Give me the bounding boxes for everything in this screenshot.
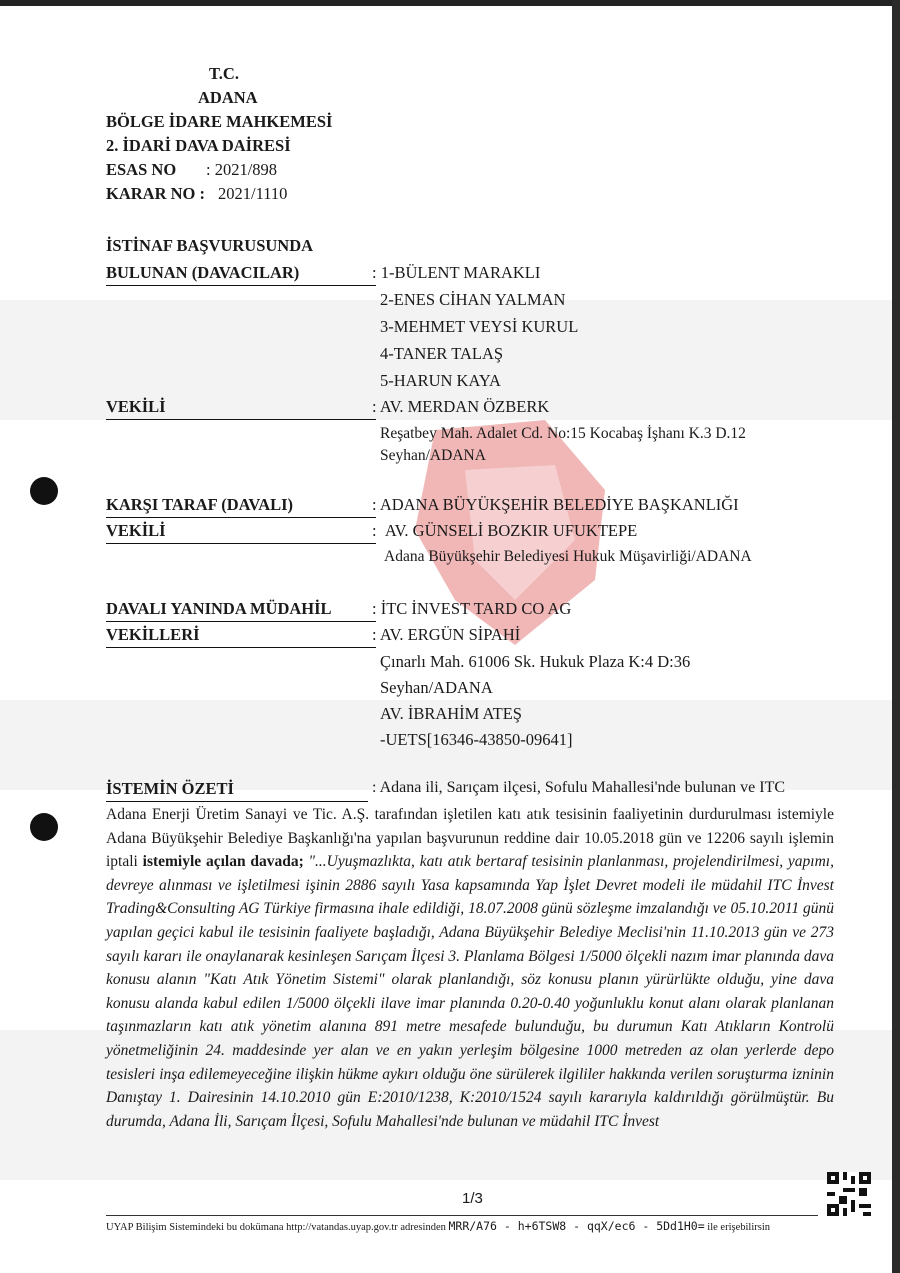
header-tc: T.C.: [209, 64, 239, 83]
intervener-address-1: Çınarlı Mah. 61006 Sk. Hukuk Plaza K:4 D:36: [380, 652, 691, 671]
summary-plain-text: Adana Enerji Üretim Sanayi ve Tic. A.Ş. tarafından işletilen katı atık tesisinin faaliyetinin durdurulması istemiyle Adana Büyükşehir Belediye Başkanlığı'na yapılan başvurunun reddine dair 10.05.2018 gün ve 12206 sayılı işlemin iptali: [106, 806, 834, 871]
defendant-attorney-name: : AV. GÜNSELİ BOZKIR UFUKTEPE: [372, 521, 638, 540]
summary-body: [106, 803, 834, 1133]
header-city: ADANA: [198, 88, 258, 107]
karar-value: 2021/1110: [218, 184, 288, 203]
appellant-name-4: 4-TANER TALAŞ: [380, 344, 504, 363]
intervener-attorney-2: AV. İBRAHİM ATEŞ: [380, 704, 522, 723]
scan-right-edge: [892, 0, 900, 1273]
appellant-attorney-label: VEKİLİ: [106, 397, 166, 416]
footer-text: UYAP Bilişim Sistemindeki bu dokümana http://vatandas.uyap.gov.tr adresinden: [106, 1222, 446, 1233]
qr-code-icon[interactable]: [827, 1172, 871, 1216]
footer-verification-code[interactable]: MRR/A76 - h+6TSW8 - qqX/ec6 - 5Dd1H0=: [448, 1219, 705, 1233]
summary-label: İSTEMİN ÖZETİ: [106, 779, 234, 798]
intervener-uets: -UETS[16346-43850-09641]: [380, 730, 573, 749]
summary-italic-text: "...Uyuşmazlıkta, katı atık bertaraf tesisinin planlanması, projelendirilmesi, yapımı, devreye alınması ve işletilmesi işinin 2886 sayılı Yasa kapsamında Yap İşlet Devret modeli ile müdahil ITC İnvest Trading&Consulting AG Türkiye firmasına ihale edildiği, 18.07.2008 günü sözleşme imzalandığı ve 05.10.2011 günü yapılan geçici kabul ile tesisinin faaliyete başladığı, Adana Büyükşehir Belediye Meclisi'nin 11.10.2013 gün ve 273 sayılı kararı ile onaylanarak kesinleşen Sarıçam İlçesi 3. Planlama Bölgesi 1/5000 ölçekli nazım imar planında dava konusu alanın "Katı Atık Yönetim Sistemi" olarak planlandığı, söz konusu planın yürürlükte olduğu, yine dava konusu alanda kabul edilen 1/5000 ölçekli ilave imar planında 0.20-0.40 yoğunluklu konut alanı olarak planlanan taşınmazların katı atık yönetim alanına 891 metre mesafede bulunduğu, bu durumun Katı Atıkların Kontrolü yönetmeliğinin 24. maddesinde yer alan ve en yakın yerleşim bölgesine 1000 metreden az olan yerlerde depo tesisleri inşa edilemeyeceğine ilişkin hükme aykırı olduğu öne sürülerek ilgililer hakkında verilen soruşturma izninin Danıştay 1. Dairesinin 14.10.2010 gün E:2010/1238, K:2010/1524 sayılı kararıyla kaldırıldığı görülmüştür. Bu durumda, Adana İli, Sarıçam İlçesi, Sofulu Mahallesi'nde bulunan ve müdahil ITC İnvest: [106, 853, 834, 1130]
appellant-attorney-address-2: Seyhan/ADANA: [380, 447, 486, 464]
header-chamber: 2. İDARİ DAVA DAİRESİ: [106, 136, 291, 155]
appellant-attorney-name: : AV. MERDAN ÖZBERK: [372, 397, 550, 416]
footer-text-end: ile erişebilirsin: [707, 1222, 770, 1233]
appellant-name-1: : 1-BÜLENT MARAKLI: [372, 263, 541, 282]
label-underline: [106, 419, 376, 420]
defendant-attorney-label: VEKİLİ: [106, 521, 166, 540]
appellants-label-line1: İSTİNAF BAŞVURUSUNDA: [106, 236, 314, 255]
summary-first-line: : Adana ili, Sarıçam ilçesi, Sofulu Mahallesi'nde bulunan ve ITC: [372, 779, 786, 796]
intervener-attorneys-label: VEKİLLERİ: [106, 625, 200, 644]
footer-divider: [106, 1215, 818, 1216]
intervener-attorney-1: : AV. ERGÜN SİPAHİ: [372, 625, 521, 644]
punch-hole-icon: [30, 477, 58, 505]
label-underline: [106, 801, 368, 802]
appellants-label-line2: BULUNAN (DAVACILAR): [106, 263, 300, 282]
summary-bold-text: istemiyle açılan davada;: [142, 853, 304, 871]
appellant-attorney-address-1: Reşatbey Mah. Adalet Cd. No:15 Kocabaş İşhanı K.3 D.12: [380, 425, 746, 442]
scan-top-edge: [0, 0, 900, 6]
karar-label: KARAR NO :: [106, 184, 205, 203]
esas-label: ESAS NO: [106, 160, 177, 179]
label-underline: [106, 543, 376, 544]
header-court: BÖLGE İDARE MAHKEMESİ: [106, 112, 333, 131]
label-underline: [106, 285, 376, 286]
defendant-name: : ADANA BÜYÜKŞEHİR BELEDİYE BAŞKANLIĞI: [372, 495, 739, 514]
defendant-attorney-address: Adana Büyükşehir Belediyesi Hukuk Müşavirliği/ADANA: [384, 548, 752, 565]
label-underline: [106, 647, 376, 648]
defendant-label: KARŞI TARAF (DAVALI): [106, 495, 294, 514]
appellant-name-5: 5-HARUN KAYA: [380, 371, 501, 390]
punch-hole-icon: [30, 813, 58, 841]
esas-value: : 2021/898: [206, 160, 278, 179]
intervener-name: : İTC İNVEST TARD CO AG: [372, 599, 572, 618]
label-underline: [106, 517, 376, 518]
label-underline: [106, 621, 376, 622]
intervener-address-2: Seyhan/ADANA: [380, 678, 493, 697]
uyap-footer: [106, 1219, 770, 1233]
appellant-name-2: 2-ENES CİHAN YALMAN: [380, 290, 566, 309]
appellant-name-3: 3-MEHMET VEYSİ KURUL: [380, 317, 579, 336]
page-number: 1/3: [462, 1190, 483, 1207]
intervener-label: DAVALI YANINDA MÜDAHİL: [106, 599, 332, 618]
